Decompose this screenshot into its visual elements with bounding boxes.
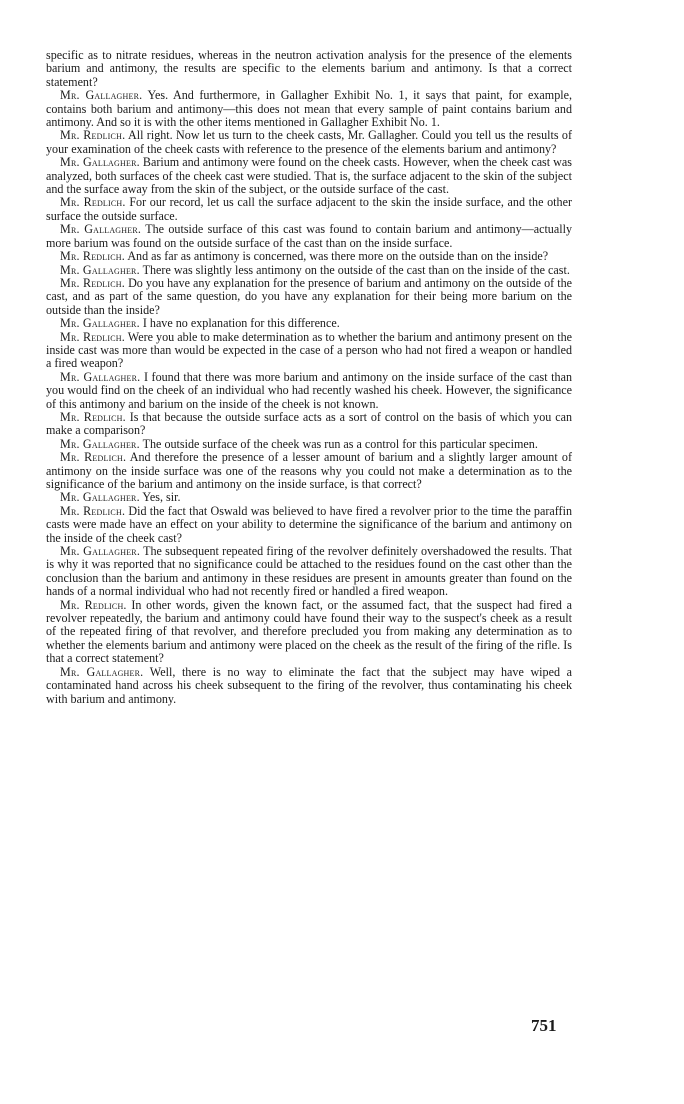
paragraph-text: The outside surface of this cast was found to contain barium and antimony—actually more barium was found on the outside surface of the cast than on the inside surface.	[46, 222, 572, 250]
testimony-paragraph	[46, 451, 572, 491]
testimony-paragraph	[46, 545, 572, 599]
testimony-paragraph	[46, 666, 572, 706]
testimony-paragraph	[46, 156, 572, 196]
speaker-name: Mr. Redlich.	[60, 128, 126, 143]
paragraph-text: Well, there is no way to eliminate the fact that the subject may have wiped a contaminated hand across his cheek subsequent to the firing of the revolver, thus contaminating his cheek with barium and antimony.	[46, 664, 572, 706]
testimony-paragraph	[46, 129, 572, 156]
paragraph-text: Barium and antimony were found on the cheek casts. However, when the cheek cast was analyzed, both surfaces of the cheek cast were studied. That is, the surface adjacent to the skin of the subject and the surface away from the skin of the subject, or the outside surface of the cast.	[46, 155, 572, 197]
paragraph-text: specific as to nitrate residues, whereas in the neutron activation analysis for the presence of the elements barium and antimony, the results are specific to the elements barium and antimony. Is that a correct statement?	[46, 48, 572, 89]
paragraph-text: There was slightly less antimony on the outside of the cast than on the inside of the cast.	[142, 262, 570, 277]
testimony-paragraph	[46, 491, 572, 504]
testimony-paragraph	[46, 49, 572, 89]
paragraph-text: In other words, given the known fact, or the assumed fact, that the suspect had fired a revolver repeatedly, the barium and antimony could have found their way to the suspect's cheek as a result of the repeated firing of that revolver, and therefore precluded you from making any determination as to whether the elements barium and antimony were placed on the cheek as the result of the firing of the rifle. Is that a correct statement?	[46, 597, 572, 666]
testimony-paragraph	[46, 277, 572, 317]
paragraph-text: The outside surface of the cheek was run as a control for this particular specimen.	[142, 436, 538, 451]
testimony-paragraph	[46, 438, 572, 451]
speaker-name: Mr. Redlich.	[60, 503, 126, 518]
paragraph-text: Were you able to make determination as to whether the barium and antimony present on the inside cast was more than would be expected in the case of a person who had not fired a weapon or handled a fired weapon?	[46, 329, 572, 371]
testimony-paragraph	[46, 223, 572, 250]
paragraph-text: The subsequent repeated firing of the revolver definitely overshadowed the results. That is why it was reported that no significance could be attached to the residues found on the cast other than the conclusion than the barium and antimony in these residues are present in amounts greater than found on the hands of a normal individual who had not recently fired or handled a fired weapon.	[46, 544, 572, 599]
testimony-paragraph	[46, 89, 572, 129]
speaker-name: Mr. Redlich.	[60, 450, 127, 465]
paragraph-text: I found that there was more barium and antimony on the inside surface of the cast than you would find on the cheek of an individual who had recently washed his cheek. However, the significance of this antimony and barium on the inside of the cheek is not known.	[46, 369, 572, 411]
paragraph-text: Do you have any explanation for the presence of barium and antimony on the outside of the cast, and as part of the same question, do you have any explanation for their being more barium on the outside than the inside?	[46, 275, 572, 317]
testimony-paragraph	[46, 411, 572, 438]
testimony-paragraph	[46, 371, 572, 411]
paragraph-text: Is that because the outside surface acts as a sort of control on the basis of which you can make a comparison?	[46, 409, 572, 438]
page-number: 751	[531, 1016, 557, 1035]
paragraph-text: I have no explanation for this difference.	[142, 316, 340, 331]
testimony-paragraph	[46, 331, 572, 371]
speaker-name: Mr. Redlich.	[60, 597, 127, 612]
testimony-paragraph	[46, 599, 572, 666]
paragraph-text: Did the fact that Oswald was believed to have fired a revolver prior to the time the paraffin casts were made have an effect on your ability to determine the significance of the barium and antimony on the inside of the cheek cast?	[46, 503, 572, 545]
speaker-name: Mr. Gallagher.	[60, 369, 141, 384]
speaker-name: Mr. Gallagher.	[60, 490, 140, 505]
testimony-paragraph	[46, 196, 572, 223]
speaker-name: Mr. Gallagher.	[60, 544, 141, 559]
testimony-paragraph	[46, 317, 572, 330]
speaker-name: Mr. Gallagher.	[60, 664, 144, 679]
testimony-paragraph	[46, 264, 572, 277]
speaker-name: Mr. Gallagher.	[60, 88, 143, 103]
paragraph-text: For our record, let us call the surface adjacent to the skin the inside surface, and the other surface the outside surface.	[46, 195, 572, 223]
speaker-name: Mr. Gallagher.	[60, 155, 140, 170]
speaker-name: Mr. Redlich.	[60, 249, 125, 264]
paragraph-text: Yes, sir.	[142, 490, 181, 505]
paragraph-text: Yes. And furthermore, in Gallagher Exhibit No. 1, it says that paint, for example, contains both barium and antimony—this does not mean that every sample of paint contains barium and antimony. And so it is with the other items mentioned in Gallagher Exhibit No. 1.	[46, 88, 572, 130]
speaker-name: Mr. Redlich.	[60, 275, 125, 290]
speaker-name: Mr. Gallagher.	[60, 316, 140, 331]
testimony-paragraph	[46, 505, 572, 545]
speaker-name: Mr. Redlich.	[60, 195, 126, 210]
speaker-name: Mr. Gallagher.	[60, 262, 140, 277]
speaker-name: Mr. Redlich.	[60, 409, 126, 424]
testimony-paragraph	[46, 250, 572, 263]
speaker-name: Mr. Gallagher.	[60, 222, 142, 237]
testimony-page	[46, 49, 572, 706]
paragraph-text: And as far as antimony is concerned, was there more on the outside than on the inside?	[127, 249, 549, 264]
speaker-name: Mr. Redlich.	[60, 329, 125, 344]
paragraph-text: And therefore the presence of a lesser amount of barium and a slightly larger amount of antimony on the inside surface was one of the reasons why you could not make a determination as to the significance of the barium and antimony on the inside surface, is that correct?	[46, 450, 572, 491]
speaker-name: Mr. Gallagher.	[60, 436, 140, 451]
paragraph-text: All right. Now let us turn to the cheek casts, Mr. Gallagher. Could you tell us the results of your examination of the cheek casts with reference to the presence of the elements barium and antimony?	[46, 128, 572, 156]
